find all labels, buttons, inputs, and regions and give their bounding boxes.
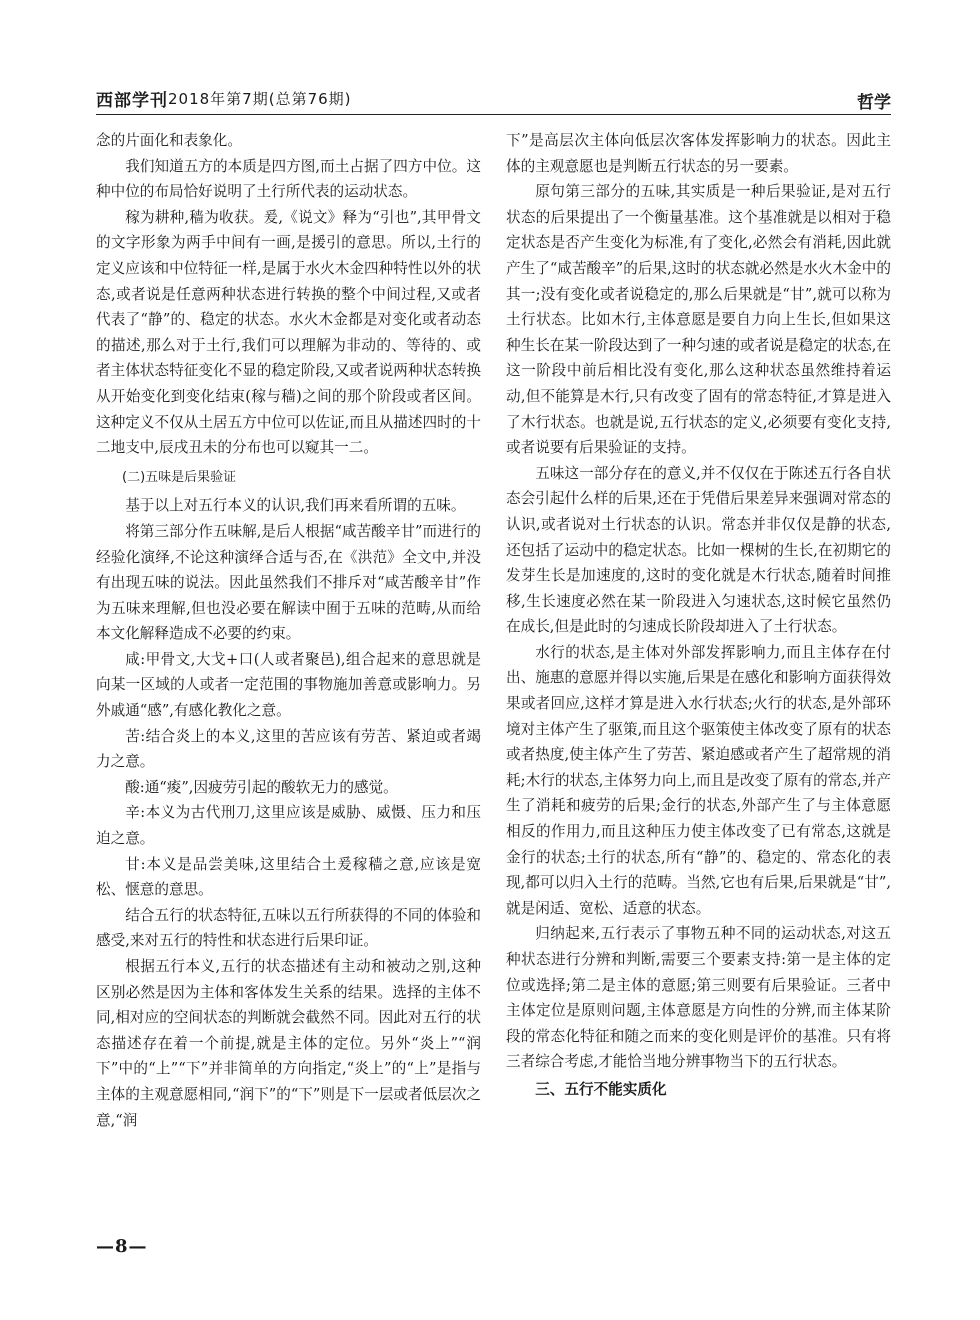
paragraph: 下”是高层次主体向低层次客体发挥影响力的状态。因此主体的主观意愿也是判断五行状态的另一要素。 [506, 132, 891, 175]
issue-info: 2018年第7期(总第76期) [168, 90, 352, 108]
paragraph: 咸:甲骨文,大戈+口(人或者聚邑),组合起来的意思就是向某一区域的人或者一定范围的事物施加善意或影响力。另外戚通“感”,有感化教化之意。 [96, 650, 481, 720]
page-header [96, 84, 891, 114]
left-column [96, 128, 481, 1133]
paragraph: 我们知道五方的本质是四方图,而土占据了四方中位。这种中位的布局恰好说明了土行所代表的运动状态。 [96, 157, 481, 201]
paragraph: 基于以上对五行本义的认识,我们再来看所谓的五味。 [125, 497, 466, 515]
paragraph: 稼为耕种,穑为收获。爰,《说文》释为“引也”,其甲骨文的文字形象为两手中间有一画,是援引的意思。所以,土行的定义应该和中位特征一样,是属于水火木金四种特性以外的状态,或者说是任意两种状态进行转换的整个中间过程,又或者代表了“静”的、稳定的状态。水火木金都是对变化或者动态的描述,那么对于土行,我们可以理解为非动的、等待的、或者主体状态特征变化不显的稳定阶段,又或者说两种状态转换从开始变化到变化结束(稼与穑)之间的那个阶段或者区间。这种定义不仅从土居五方中位可以佐证,而且从描述四时的十二地支中,辰戌丑未的分布也可以窥其一二。 [96, 208, 481, 457]
paragraph: 结合五行的状态特征,五味以五行所获得的不同的体验和感受,来对五行的特性和状态进行后果印证。 [96, 906, 481, 950]
paragraph: 酸:通“痠”,因疲劳引起的酸软无力的感觉。 [125, 778, 398, 796]
page-number: —8— [96, 1236, 148, 1257]
paragraph: 水行的状态,是主体对外部发挥影响力,而且主体存在付出、施惠的意愿并得以实施,后果是在感化和影响方面获得效果或者回应,这样才算是进入水行状态;火行的状态,是外部环境对主体产生了驱策,而且这个驱策使主体改变了原有的状态或者热度,使主体产生了劳苦、紧迫感或者产生了超常规的消耗;木行的状态,主体努力向上,而且是改变了原有的常态,并产生了消耗和疲劳的后果;金行的状态,外部产生了与主体意愿相反的作用力,而且这种压力使主体改变了已有常态,这就是金行的状态;土行的状态,所有“静”的、稳定的、常态化的表现,都可以归入土行的范畴。当然,它也有后果,后果就是“甘”,就是闲适、宽松、适意的状态。 [506, 643, 891, 917]
paragraph: 原句第三部分的五味,其实质是一种后果验证,是对五行状态的后果提出了一个衡量基准。这个基准就是以相对于稳定状态是否产生变化为标准,有了变化,必然会有消耗,因此就产生了“咸苦酸辛”的后果,这时的状态就必然是水火木金中的其一;没有变化或者说稳定的,那么后果就是“甘”,就可以称为土行状态。比如木行,主体意愿是要自力向上生长,但如果这种生长在某一阶段达到了一种匀速的或者说是稳定的状态,在这一阶段中前后相比没有变化,那么这种状态虽然维持着运动,但不能算是木行,只有改变了固有的常态特征,才算是进入了木行状态。也就是说,五行状态的定义,必须要有变化支持,或者说要有后果验证的支持。 [506, 183, 891, 457]
paragraph: 甘:本义是品尝美味,这里结合土爰稼穑之意,应该是宽松、惬意的意思。 [96, 855, 481, 899]
header-rule [96, 114, 891, 115]
paragraph: 辛:本义为古代刑刀,这里应该是威胁、威慑、压力和压迫之意。 [96, 804, 481, 848]
paragraph: 念的片面化和表象化。 [96, 132, 242, 149]
paragraph: 将第三部分作五味解,是后人根据“咸苦酸辛甘”而进行的经验化演绎,不论这种演绎合适与否,在《洪范》全文中,并没有出现五味的说法。因此虽然我们不排斥对“咸苦酸辛甘”作为五味来理解,但也没必要在解读中囿于五味的范畴,从而给本文化解释造成不必要的约束。 [96, 522, 481, 643]
paragraph: 归纳起来,五行表示了事物五种不同的运动状态,对这五种状态进行分辨和判断,需要三个要素支持:第一是主体的定位或选择;第二是主体的意愿;第三则要有后果验证。三者中主体定位是原则问题,主体意愿是方向性的分辨,而主体某阶段的常态化特征和随之而来的变化则是评价的基准。只有将三者综合考虑,才能恰当地分辨事物当下的五行状态。 [506, 925, 891, 1071]
subheading: (二)五味是后果验证 [122, 469, 237, 485]
journal-masthead: 西部学刊 [96, 91, 168, 111]
paragraph: 根据五行本义,五行的状态描述有主动和被动之别,这种区别必然是因为主体和客体发生关系的结果。选择的主体不同,相对应的空间状态的判断就会截然不同。因此对五行的状态描述存在着一个前提,就是主体的定位。另外“炎上”“润下”中的“上”“下”并非简单的方向指定,“炎上”的“上”是指与主体的主观意愿相同,“润下”的“下”则是下一层或者低层次之意,“润 [96, 958, 481, 1129]
right-column [506, 128, 891, 1103]
paragraph: 苦:结合炎上的本义,这里的苦应该有劳苦、紧迫或者竭力之意。 [96, 727, 481, 771]
section-heading: 三、五行不能实质化 [535, 1080, 667, 1098]
section-label: 哲学 [857, 93, 891, 113]
paragraph: 五味这一部分存在的意义,并不仅仅在于陈述五行各自状态会引起什么样的后果,还在于凭借后果差异来强调对常态的认识,或者说对土行状态的认识。常态并非仅仅是静的状态,还包括了运动中的稳定状态。比如一棵树的生长,在初期它的发芽生长是加速度的,这时的变化就是木行状态,随着时间推移,生长速度必然在某一阶段进入匀速状态,这时候它虽然仍在成长,但是此时的匀速成长阶段却进入了土行状态。 [506, 464, 891, 636]
